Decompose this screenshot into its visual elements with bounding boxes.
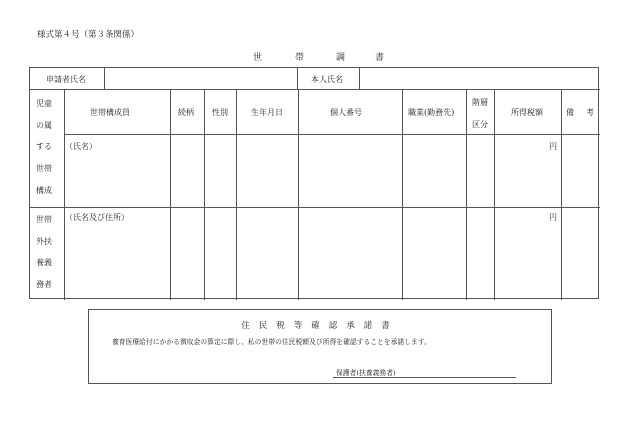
col-birthdate: 生年月日 xyxy=(251,108,283,117)
child-members-cell[interactable] xyxy=(65,135,170,207)
applicant-name-field[interactable] xyxy=(105,69,296,88)
consent-box xyxy=(88,309,552,384)
title-char-4: 書 xyxy=(375,53,385,63)
person-name-label: 本人氏名 xyxy=(311,75,343,84)
consent-title: 住民税等確認承諾書 xyxy=(241,321,399,331)
title-char-1: 世 xyxy=(253,53,263,63)
form-number: 様式第４号（第３条関係） xyxy=(37,30,140,40)
col-remarks-2: 考 xyxy=(586,108,594,117)
supporter-members-cell[interactable] xyxy=(65,208,170,300)
child-name-hint: （氏名） xyxy=(65,142,97,151)
signature-label: 保護者(扶養義務者) xyxy=(336,369,396,377)
person-name-field[interactable] xyxy=(360,69,598,88)
household-table: 申請者氏名 本人氏名 世帯構成員 続柄 性別 生年月日 個人番号 職業(勤務先) 階層 区分 所得税額 備 考 児童 の属 する 世帯 構成 世帯 外扶 養義 務者 （氏名） 円 （氏名及び住所） 円 xyxy=(29,67,599,299)
child-yen-unit: 円 xyxy=(549,142,557,151)
col-tier-top: 階層 xyxy=(472,98,488,107)
col-personal-number: 個人番号 xyxy=(330,108,362,117)
title-char-3: 調 xyxy=(336,53,346,63)
consent-body: 養育医療給付にかかる徴収金の算定に際し、私の世帯の住民税額及び所得を確認することを承諾します。 xyxy=(112,338,431,346)
supporter-yen-unit: 円 xyxy=(549,213,557,222)
title-char-2: 帯 xyxy=(295,53,305,63)
col-occupation: 職業(勤務先) xyxy=(408,108,455,117)
applicant-name-label: 申請者氏名 xyxy=(46,75,86,84)
col-tier-bottom: 区分 xyxy=(472,120,488,129)
col-sex: 性別 xyxy=(212,108,228,117)
signature-line[interactable] xyxy=(333,377,516,378)
col-remarks-1: 備 xyxy=(566,108,574,117)
col-relation: 続柄 xyxy=(178,108,194,117)
supporter-name-hint: （氏名及び住所） xyxy=(65,213,129,222)
col-income-tax: 所得税額 xyxy=(511,108,543,117)
col-members: 世帯構成員 xyxy=(90,108,130,117)
